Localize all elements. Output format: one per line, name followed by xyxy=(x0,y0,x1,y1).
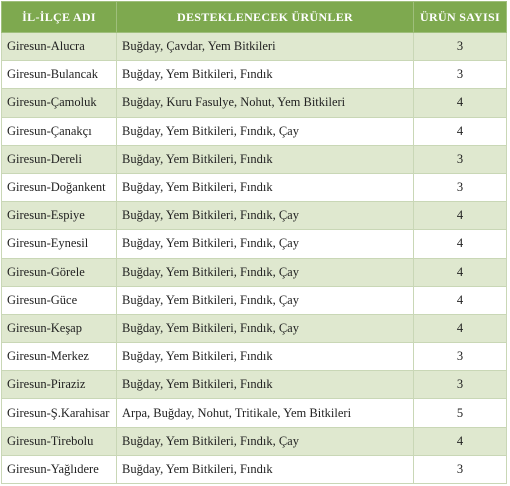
header-product-count: ÜRÜN SAYISI xyxy=(414,2,507,33)
district-cell: Giresun-Güce xyxy=(2,286,117,314)
products-cell: Buğday, Çavdar, Yem Bitkileri xyxy=(117,33,414,61)
table-row xyxy=(2,145,507,173)
table-row xyxy=(2,230,507,258)
district-cell: Giresun-Doğankent xyxy=(2,173,117,201)
products-cell: Buğday, Yem Bitkileri, Fındık, Çay xyxy=(117,202,414,230)
table-row xyxy=(2,89,507,117)
district-cell: Giresun-Çamoluk xyxy=(2,89,117,117)
product-count-cell: 4 xyxy=(414,427,507,455)
district-cell: Giresun-Yağlıdere xyxy=(2,455,117,483)
district-cell: Giresun-Piraziz xyxy=(2,371,117,399)
products-cell: Arpa, Buğday, Nohut, Tritikale, Yem Bitkileri xyxy=(117,399,414,427)
products-cell: Buğday, Yem Bitkileri, Fındık xyxy=(117,173,414,201)
product-count-cell: 4 xyxy=(414,117,507,145)
product-count-cell: 4 xyxy=(414,314,507,342)
district-cell: Giresun-Ş.Karahisar xyxy=(2,399,117,427)
products-cell: Buğday, Yem Bitkileri, Fındık, Çay xyxy=(117,427,414,455)
table-row xyxy=(2,427,507,455)
product-count-cell: 3 xyxy=(414,343,507,371)
district-cell: Giresun-Bulancak xyxy=(2,61,117,89)
product-count-cell: 4 xyxy=(414,230,507,258)
district-cell: Giresun-Tirebolu xyxy=(2,427,117,455)
district-cell: Giresun-Çanakçı xyxy=(2,117,117,145)
table-row xyxy=(2,258,507,286)
table-row xyxy=(2,33,507,61)
products-cell: Buğday, Yem Bitkileri, Fındık, Çay xyxy=(117,258,414,286)
table-row xyxy=(2,455,507,483)
product-count-cell: 3 xyxy=(414,371,507,399)
products-cell: Buğday, Yem Bitkileri, Fındık, Çay xyxy=(117,117,414,145)
district-cell: Giresun-Görele xyxy=(2,258,117,286)
product-count-cell: 3 xyxy=(414,145,507,173)
district-cell: Giresun-Espiye xyxy=(2,202,117,230)
table-row xyxy=(2,61,507,89)
products-cell: Buğday, Yem Bitkileri, Fındık xyxy=(117,343,414,371)
product-count-cell: 3 xyxy=(414,61,507,89)
products-cell: Buğday, Yem Bitkileri, Fındık, Çay xyxy=(117,314,414,342)
district-cell: Giresun-Eynesil xyxy=(2,230,117,258)
products-cell: Buğday, Yem Bitkileri, Fındık xyxy=(117,455,414,483)
products-cell: Buğday, Kuru Fasulye, Nohut, Yem Bitkileri xyxy=(117,89,414,117)
product-count-cell: 4 xyxy=(414,202,507,230)
product-count-cell: 4 xyxy=(414,89,507,117)
table-row xyxy=(2,343,507,371)
products-cell: Buğday, Yem Bitkileri, Fındık, Çay xyxy=(117,286,414,314)
product-count-cell: 3 xyxy=(414,173,507,201)
product-count-cell: 3 xyxy=(414,455,507,483)
header-district: İL-İLÇE ADI xyxy=(2,2,117,33)
products-cell: Buğday, Yem Bitkileri, Fındık xyxy=(117,61,414,89)
table-row xyxy=(2,173,507,201)
product-count-cell: 4 xyxy=(414,286,507,314)
district-cell: Giresun-Alucra xyxy=(2,33,117,61)
table-row xyxy=(2,314,507,342)
product-count-cell: 5 xyxy=(414,399,507,427)
table-row xyxy=(2,399,507,427)
product-count-cell: 3 xyxy=(414,33,507,61)
table-row xyxy=(2,117,507,145)
district-cell: Giresun-Dereli xyxy=(2,145,117,173)
table-row xyxy=(2,371,507,399)
table-row xyxy=(2,286,507,314)
table-row xyxy=(2,202,507,230)
product-support-table xyxy=(1,1,507,484)
products-cell: Buğday, Yem Bitkileri, Fındık xyxy=(117,145,414,173)
district-cell: Giresun-Merkez xyxy=(2,343,117,371)
header-products: DESTEKLENECEK ÜRÜNLER xyxy=(117,2,414,33)
products-cell: Buğday, Yem Bitkileri, Fındık xyxy=(117,371,414,399)
district-cell: Giresun-Keşap xyxy=(2,314,117,342)
table-header-row xyxy=(2,2,507,33)
products-cell: Buğday, Yem Bitkileri, Fındık, Çay xyxy=(117,230,414,258)
product-count-cell: 4 xyxy=(414,258,507,286)
